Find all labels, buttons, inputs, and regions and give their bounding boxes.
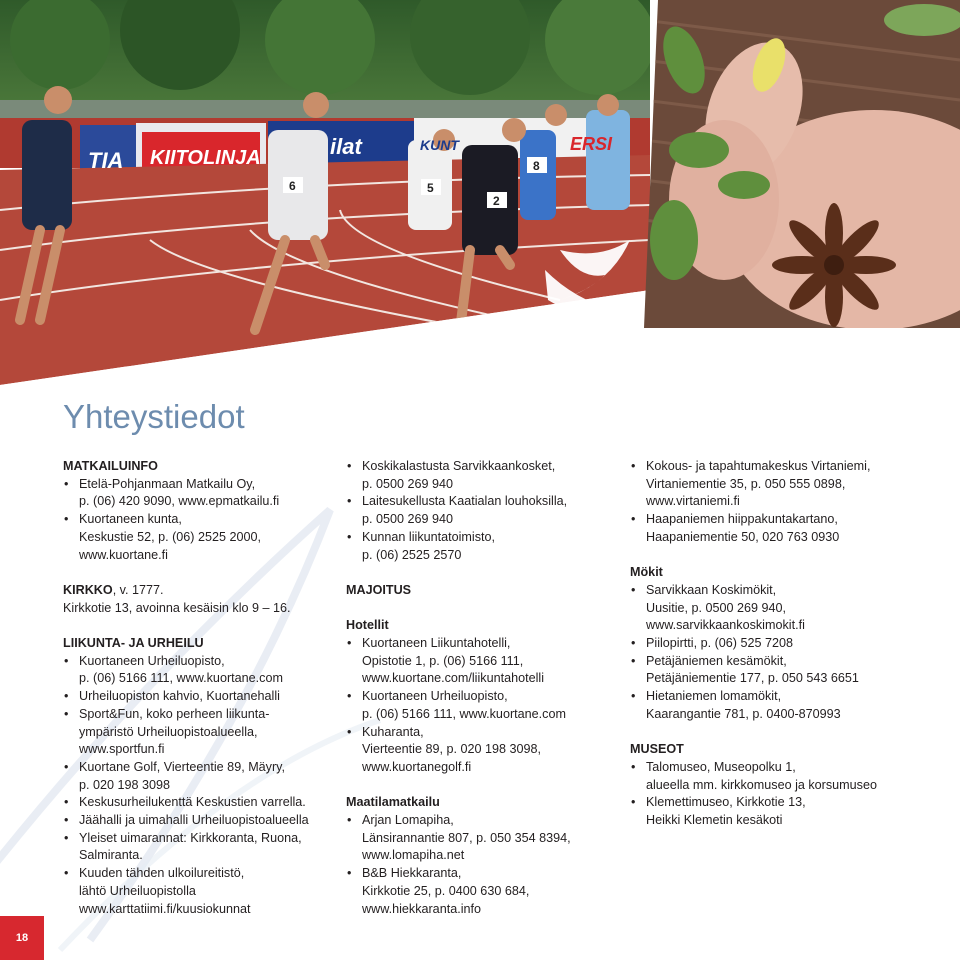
section-heading-liikunta: LIIKUNTA- JA URHEILU xyxy=(63,636,204,650)
banner-text: ERSI xyxy=(570,134,613,154)
column-1 xyxy=(63,458,333,918)
banner-text: KIITOLINJA xyxy=(150,147,261,169)
section-heading-majoitus: MAJOITUS xyxy=(346,582,412,597)
banner-text: TIA xyxy=(88,148,124,173)
subheading-hotellit: Hotellit xyxy=(346,618,389,633)
liikunta-list xyxy=(63,653,333,919)
bib-number: 8 xyxy=(533,159,540,173)
spice-photo xyxy=(644,0,960,328)
matkailuinfo-list xyxy=(63,476,333,565)
kirkko-text: Kirkkotie 13, avoinna kesäisin klo 9 – 16. xyxy=(63,600,291,615)
list-item: • Urheiluopiston kahvio, Kuortanehalli xyxy=(63,688,333,706)
column-3 xyxy=(630,458,930,830)
maatila-list xyxy=(346,812,616,918)
list-item: • Klemettimuseo, Kirkkotie 13, Heikki Klemetin kesäkoti xyxy=(630,794,930,829)
section-heading-kirkko: KIRKKO xyxy=(63,582,113,597)
kirkko-entry: KIRKKO, v. 1777. xyxy=(63,582,164,597)
list-item: • Etelä-Pohjanmaan Matkailu Oy, p. (06) 420 9090, www.epmatkailu.fi xyxy=(63,476,333,511)
list-item: • Arjan Lomapiha, Länsirannantie 807, p. 050 354 8394, www.lomapiha.net xyxy=(346,812,616,865)
list-item: • Kuortaneen Liikuntahotelli, Opistotie 1, p. (06) 5166 111, www.kuortane.com/liikuntahotelli xyxy=(346,635,616,688)
list-item: • Hietaniemen lomamökit, Kaarangantie 781, p. 0400-870993 xyxy=(630,688,930,723)
list-item: • Yleiset uimarannat: Kirkkoranta, Ruona, Salmiranta. xyxy=(63,830,333,865)
list-item: • Kuortaneen Urheiluopisto, p. (06) 5166 111, www.kuortane.com xyxy=(63,653,333,688)
bib-number: 5 xyxy=(427,181,434,195)
page-number: 18 xyxy=(0,916,44,960)
athletics-illustration xyxy=(0,0,650,385)
list-item: • Talomuseo, Museopolku 1, alueella mm. kirkkomuseo ja korsumuseo xyxy=(630,759,930,794)
mokit-list xyxy=(630,582,930,724)
column-2 xyxy=(346,458,616,918)
list-item: • Kuortaneen kunta, Keskustie 52, p. (06) 2525 2000, www.kuortane.fi xyxy=(63,511,333,564)
subheading-mokit: Mökit xyxy=(630,565,663,580)
banner-text: ilat xyxy=(330,134,362,159)
section-heading-matkailuinfo: MATKAILUINFO xyxy=(63,459,158,473)
bib-number: 2 xyxy=(493,194,500,208)
list-item: • Piilopirtti, p. (06) 525 7208 xyxy=(630,635,930,653)
bib-number: 6 xyxy=(289,179,296,193)
list-item: • Keskusurheilukenttä Keskustien varrella. xyxy=(63,794,333,812)
subheading-maatilamatkailu: Maatilamatkailu xyxy=(346,795,440,810)
list-item: • Kokous- ja tapahtumakeskus Virtaniemi, Virtaniementie 35, p. 050 555 0898, www.virtaniemi.fi xyxy=(630,458,930,511)
list-item: • Sarvikkaan Koskimökit, Uusitie, p. 0500 269 940, www.sarvikkaankoskimokit.fi xyxy=(630,582,930,635)
list-item: • Laitesukellusta Kaatialan louhoksilla, p. 0500 269 940 xyxy=(346,493,616,528)
list-item: • Jäähalli ja uimahalli Urheiluopistoalueella xyxy=(63,812,333,830)
list-item: • Petäjäniemen kesämökit, Petäjäniementie 177, p. 050 543 6651 xyxy=(630,653,930,688)
venues-list xyxy=(630,458,930,547)
page-title: Yhteystiedot xyxy=(63,398,245,435)
athletics-photo xyxy=(0,0,650,385)
list-item: • B&B Hiekkaranta, Kirkkotie 25, p. 0400 630 684, www.hiekkaranta.info xyxy=(346,865,616,918)
list-item: • Koskikalastusta Sarvikkaankosket, p. 0500 269 940 xyxy=(346,458,616,493)
list-item: • Sport&Fun, koko perheen liikunta- ympäristö Urheiluopistoalueella, www.sportfun.fi xyxy=(63,706,333,759)
museot-list xyxy=(630,759,930,830)
section-heading-museot: MUSEOT xyxy=(630,742,684,757)
activities-list xyxy=(346,458,616,564)
list-item: • Kuortaneen Urheiluopisto, p. (06) 5166 111, www.kuortane.com xyxy=(346,688,616,723)
list-item: • Kuortane Golf, Vierteentie 89, Mäyry, p. 020 198 3098 xyxy=(63,759,333,794)
spice-illustration xyxy=(644,0,960,328)
list-item: • Kuuden tähden ulkoilureitistö, lähtö Urheiluopistolla www.karttatiimi.fi/kuusiokunnat xyxy=(63,865,333,918)
list-item: • Haapaniemen hiippakuntakartano, Haapaniementie 50, 020 763 0930 xyxy=(630,511,930,546)
list-item: • Kuharanta, Vierteentie 89, p. 020 198 3098, www.kuortanegolf.fi xyxy=(346,724,616,777)
list-item: • Kunnan liikuntatoimisto, p. (06) 2525 2570 xyxy=(346,529,616,564)
banner-text: KUNT xyxy=(420,137,459,153)
hotellit-list xyxy=(346,635,616,777)
